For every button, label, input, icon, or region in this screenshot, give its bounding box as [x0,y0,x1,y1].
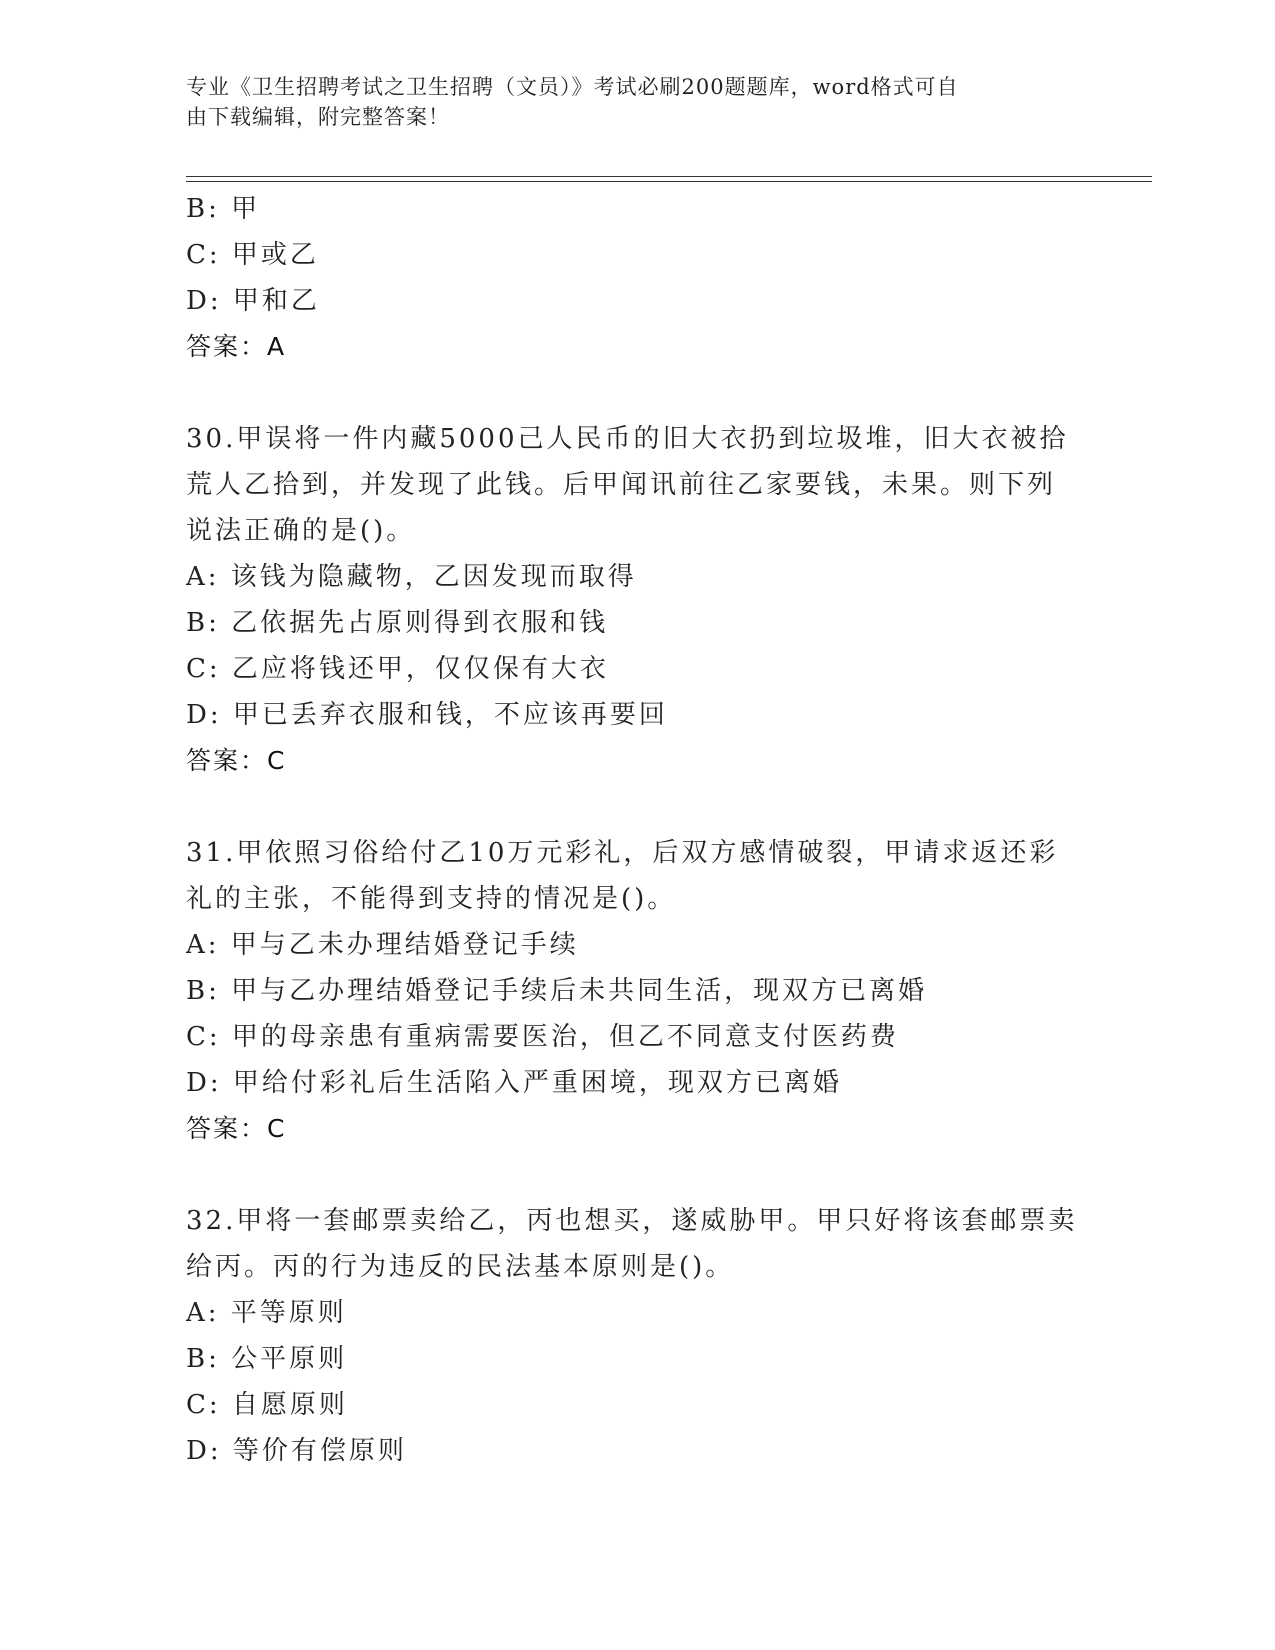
option-d: D: 甲给付彩礼后生活陷入严重困境，现双方已离婚 [186,1068,842,1098]
question-stem-line: 荒人乙拾到，并发现了此钱。后甲闻讯前往乙家要钱，未果。则下列 [186,470,1057,500]
question-stem-line: 31.甲依照习俗给付乙10万元彩礼，后双方感情破裂，甲请求返还彩 [186,838,1059,868]
option-d: D: 甲已丢弃衣服和钱，不应该再要回 [186,700,668,730]
header-line-2: 由下载编辑，附完整答案！ [186,105,450,129]
question-stem-line: 30.甲误将一件内藏5000己人民币的旧大衣扔到垃圾堆，旧大衣被拾 [186,424,1069,454]
header-line-1: 专业《卫生招聘考试之卫生招聘（文员）》考试必刷200题题库，word格式可自 [186,75,959,99]
question-stem-line: 礼的主张，不能得到支持的情况是()。 [186,884,677,914]
spacer [186,370,1086,416]
option-b: B: 公平原则 [186,1344,348,1374]
question-stem-line: 说法正确的是()。 [186,516,416,546]
option-b: B: 甲与乙办理结婚登记手续后未共同生活，现双方已离婚 [186,976,928,1006]
document-body [186,186,1086,1474]
answer-line: 答案：C [186,746,287,775]
document-header [186,72,1066,132]
answer-line: 答案：A [186,332,287,361]
option-c: C: 乙应将钱还甲，仅仅保有大衣 [186,654,609,684]
answer-line: 答案：C [186,1114,287,1143]
option-c: C: 甲或乙 [186,240,319,270]
option-a: A: 平等原则 [186,1298,347,1328]
option-c: C: 自愿原则 [186,1390,348,1420]
option-a: A: 甲与乙未办理结婚登记手续 [186,930,579,960]
option-c: C: 甲的母亲患有重病需要医治，但乙不同意支付医药费 [186,1022,899,1052]
option-d: D: 等价有偿原则 [186,1436,407,1466]
option-b: B: 乙依据先占原则得到衣服和钱 [186,608,609,638]
spacer [186,784,1086,830]
question-stem-line: 32.甲将一套邮票卖给乙，丙也想买，遂威胁甲。甲只好将该套邮票卖 [186,1206,1078,1236]
option-d: D: 甲和乙 [186,286,320,316]
header-divider-top [186,176,1152,177]
question-32 [186,1198,1086,1474]
header-divider-bottom [186,181,1152,182]
option-b: B: 甲 [186,194,261,224]
question-stem-line: 给丙。丙的行为违反的民法基本原则是()。 [186,1252,735,1282]
option-a: A: 该钱为隐藏物，乙因发现而取得 [186,562,637,592]
spacer [186,1152,1086,1198]
question-31 [186,830,1086,1152]
previous-question-tail [186,186,1086,370]
question-30 [186,416,1086,784]
